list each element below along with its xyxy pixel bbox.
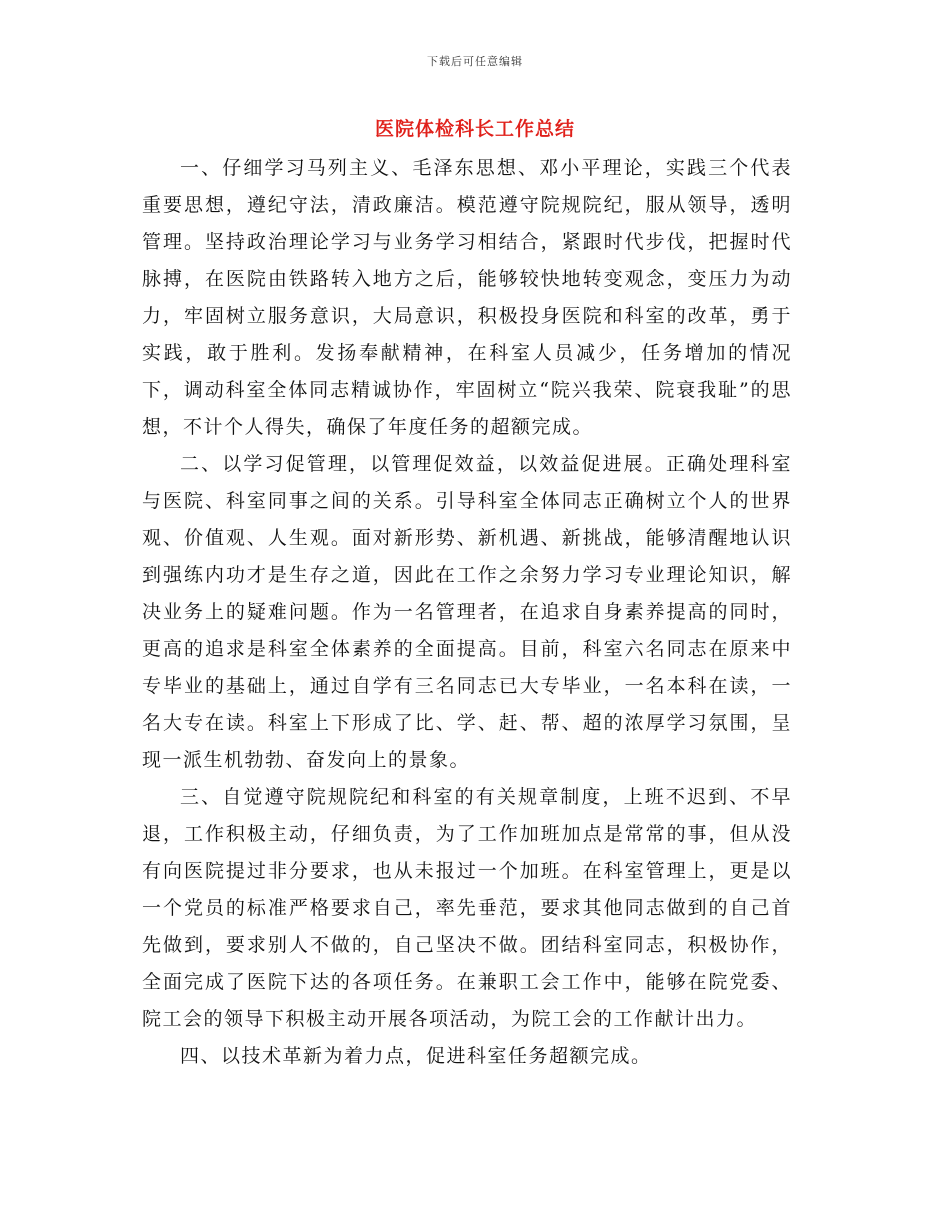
paragraph-1: 一、仔细学习马列主义、毛泽东思想、邓小平理论，实践三个代表重要思想，遵纪守法，清政廉洁。模范遵守院规院纪，服从领导，透明管理。坚持政治理论学习与业务学习相结合，紧跟时代步伐，把握时代脉搏，在医院由铁路转入地方之后，能够较快地转变观念，变压力为动力，牢固树立服务意识，大局意识，积极投身医院和科室的改革，勇于实践，敢于胜利。发扬奉献精神，在科室人员减少，任务增加的情况下，调动科室全体同志精诚协作，牢固树立“院兴我荣、院衰我耻”的思想，不计个人得失，确保了年度任务的超额完成。 bbox=[142, 157, 792, 438]
paragraph-4: 四、以技术革新为着力点，促进科室任务超额完成。 bbox=[180, 1045, 652, 1067]
document-body bbox=[142, 150, 792, 1075]
paragraph-2: 二、以学习促管理，以管理促效益，以效益促进展。正确处理科室与医院、科室同事之间的关系。引导科室全体同志正确树立个人的世界观、价值观、人生观。面对新形势、新机遇、新挑战，能够清醒地认识到强练内功才是生存之道，因此在工作之余努力学习专业理论知识，解决业务上的疑难问题。作为一名管理者，在追求自身素养提高的同时，更高的追求是科室全体素养的全面提高。目前，科室六名同志在原来中专毕业的基础上，通过自学有三名同志已大专毕业，一名本科在读，一名大专在读。科室上下形成了比、学、赶、帮、超的浓厚学习氛围，呈现一派生机勃勃、奋发向上的景象。 bbox=[142, 453, 792, 771]
document-title: 医院体检科长工作总结 bbox=[374, 118, 575, 140]
paragraph-3: 三、自觉遵守院规院纪和科室的有关规章制度，上班不迟到、不早退，工作积极主动，仔细负责，为了工作加班加点是常常的事，但从没有向医院提过非分要求，也从未报过一个加班。在科室管理上，更是以一个党员的标准严格要求自己，率先垂范，要求其他同志做到的自己首先做到，要求别人不做的，自己坚决不做。团结科室同志，积极协作，全面完成了医院下达的各项任务。在兼职工会工作中，能够在院党委、院工会的领导下积极主动开展各项活动，为院工会的工作献计出力。 bbox=[142, 786, 792, 1030]
header-note: 下载后可任意编辑 bbox=[427, 55, 523, 68]
